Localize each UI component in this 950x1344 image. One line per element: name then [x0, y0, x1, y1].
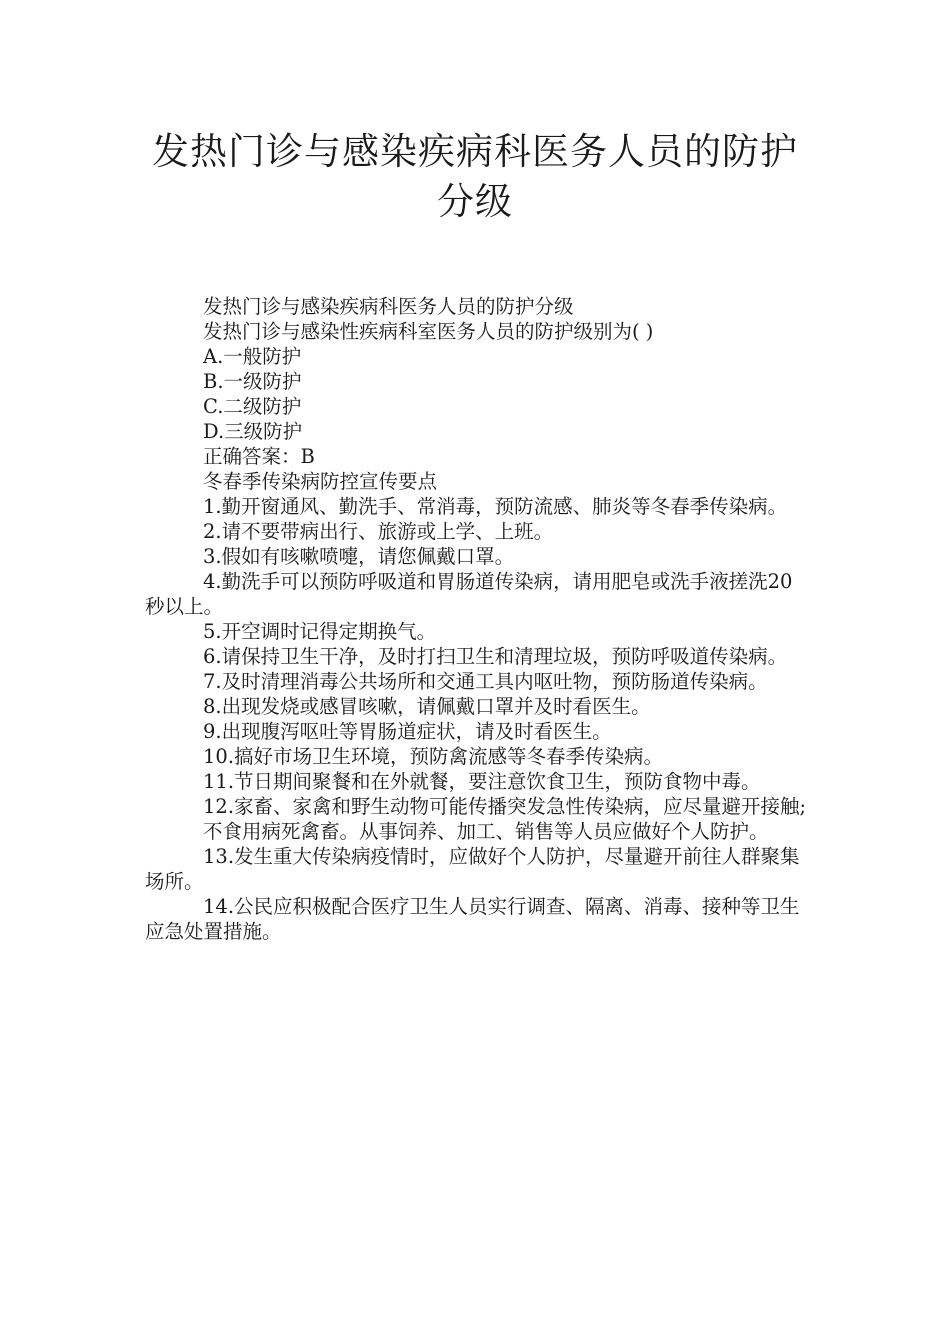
- paragraph-item-4: 4.勤洗手可以预防呼吸道和胃肠道传染病，请用肥皂或洗手液搓洗20秒以上。: [145, 570, 793, 618]
- paragraph-subtitle: 发热门诊与感染疾病科医务人员的防护分级: [203, 295, 574, 318]
- paragraph-option-b: B.一级防护: [203, 370, 302, 393]
- paragraph-item-12-continued: 不食用病死禽畜。从事饲养、加工、销售等人员应做好个人防护。: [203, 820, 769, 843]
- document-body: [145, 294, 807, 944]
- paragraph-question: 发热门诊与感染性疾病科室医务人员的防护级别为( ): [203, 320, 654, 343]
- paragraph-option-d: D.三级防护: [203, 420, 303, 443]
- paragraph-item-11: 11.节日期间聚餐和在外就餐，要注意饮食卫生，预防食物中毒。: [203, 770, 761, 793]
- paragraph-item-12: 12.家畜、家禽和野生动物可能传播突发急性传染病，应尽量避开接触;: [203, 795, 807, 818]
- paragraph-item-10: 10.搞好市场卫生环境，预防禽流感等冬春季传染病。: [203, 745, 664, 768]
- paragraph-item-2: 2.请不要带病出行、旅游或上学、上班。: [203, 520, 554, 543]
- paragraph-item-13: 13.发生重大传染病疫情时，应做好个人防护，尽量避开前往人群聚集场所。: [145, 845, 800, 893]
- paragraph-item-8: 8.出现发烧或感冒咳嗽，请佩戴口罩并及时看医生。: [203, 695, 651, 718]
- paragraph-option-c: C.二级防护: [203, 395, 302, 418]
- paragraph-option-a: A.一般防护: [203, 345, 302, 368]
- paragraph-item-3: 3.假如有咳嗽喷嚏，请您佩戴口罩。: [203, 545, 515, 568]
- paragraph-item-5: 5.开空调时记得定期换气。: [203, 620, 437, 643]
- paragraph-answer: 正确答案：B: [203, 445, 315, 468]
- paragraph-item-1: 1.勤开窗通风、勤洗手、常消毒，预防流感、肺炎等冬春季传染病。: [203, 495, 788, 518]
- document-title: 发热门诊与感染疾病科医务人员的防护分级: [152, 130, 798, 223]
- paragraph-item-14: 14.公民应积极配合医疗卫生人员实行调查、隔离、消毒、接种等卫生应急处置措施。: [145, 895, 800, 943]
- paragraph-section-heading: 冬春季传染病防控宣传要点: [203, 470, 438, 493]
- paragraph-item-6: 6.请保持卫生干净，及时打扫卫生和清理垃圾，预防呼吸道传染病。: [203, 645, 788, 668]
- paragraph-item-7: 7.及时清理消毒公共场所和交通工具内呕吐物，预防肠道传染病。: [203, 670, 768, 693]
- paragraph-item-9: 9.出现腹泻呕吐等胃肠道症状，请及时看医生。: [203, 720, 612, 743]
